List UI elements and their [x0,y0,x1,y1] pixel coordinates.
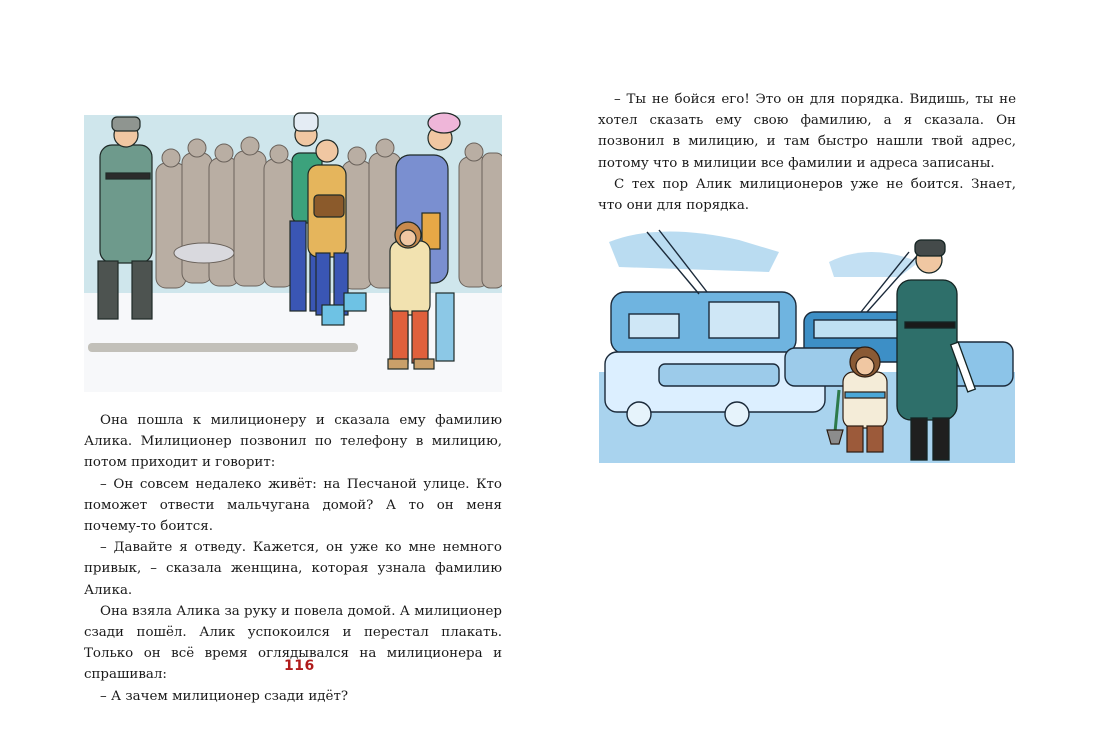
paragraph-dialogue: – Ты не бойся его! Это он для порядка. Видишь, ты не хотел сказать ему свою фамилию, а я сказала. Он позвонил в милицию, и там быстро нашли твой адрес, потому что в милиции все фамилии и адреса записаны. [598,92,1016,171]
page-number: 116 [284,658,315,674]
right-page-text [598,89,1016,216]
paragraph-dialogue: – А зачем милиционер сзади идёт? [100,688,349,704]
trolleybus-street-drawing [599,222,1015,463]
right-page [550,0,1100,755]
street-crowd-drawing [84,93,502,392]
paragraph: Она пошла к милиционеру и сказала ему фамилию Алика. Милиционер позвонил по телефону в милицию, потом приходит и говорит: [84,413,502,471]
illustration-street-crowd [84,93,502,392]
paragraph-dialogue: – Он совсем недалеко живёт: на Песчаной улице. Кто поможет отвести мальчугана домой? А то он меня почему-то боится. [84,476,502,535]
paragraph: С тех пор Алик милиционеров уже не боится. Знает, что они для порядка. [598,176,1016,214]
paragraph-dialogue: – Давайте я отведу. Кажется, он уже ко мне немного привык, – сказала женщина, которая узнала фамилию Алика. [84,540,502,598]
illustration-trolleybus-street [599,222,1015,463]
paragraph: Она взяла Алика за руку и повела домой. А милиционер сзади пошёл. Алик успокоился и перестал плакать. Только он всё время оглядывался на милиционера и спрашивал: [84,603,502,683]
